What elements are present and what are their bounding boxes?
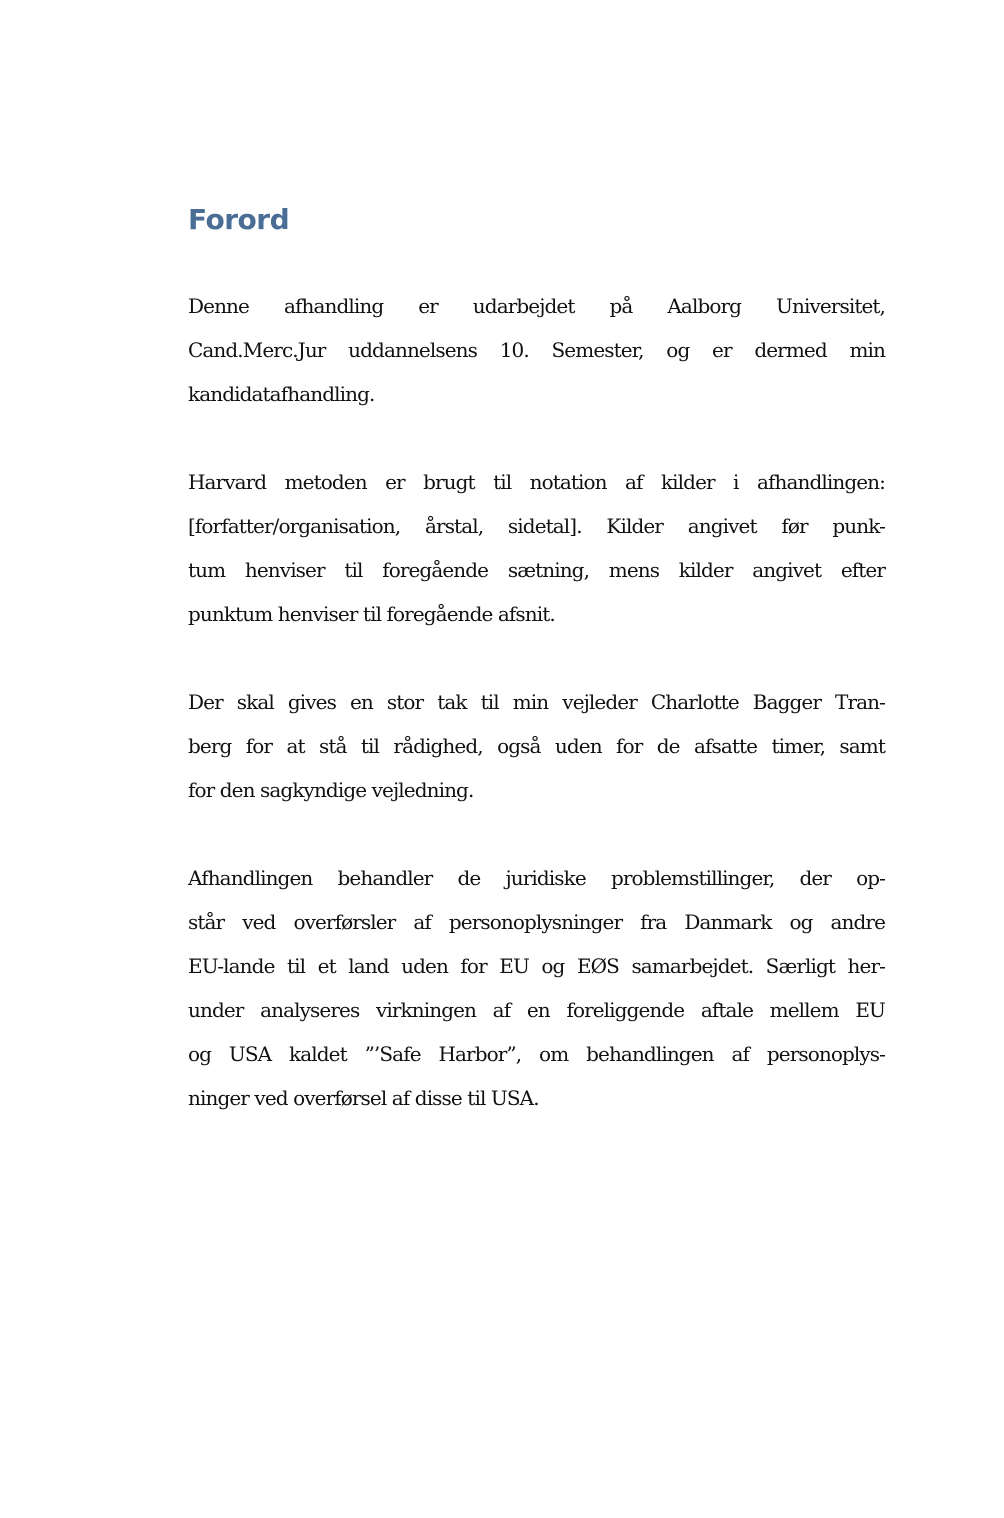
page-title: Forord [188, 203, 290, 236]
paragraph-line: står ved overførsler af personoplysninger fra Danmark og andre [188, 910, 885, 934]
paragraph-line: og USA kaldet ”’Safe Harbor”, om behandlingen af personoplys- [188, 1042, 885, 1066]
paragraph-subject [188, 856, 885, 1120]
paragraph-intro [188, 284, 885, 416]
paragraph-line: Der skal gives en stor tak til min vejleder Charlotte Bagger Tran- [188, 690, 885, 714]
paragraph-line: for den sagkyndige vejledning. [188, 778, 474, 802]
paragraph-line: kandidatafhandling. [188, 382, 375, 406]
paragraph-acknowledgement [188, 680, 885, 812]
paragraph-line: [forfatter/organisation, årstal, sidetal]. Kilder angivet før punk- [188, 514, 885, 538]
document-body [188, 284, 885, 1164]
paragraph-line: under analyseres virkningen af en foreliggende aftale mellem EU [188, 998, 885, 1022]
paragraph-line: Denne afhandling er udarbejdet på Aalborg Universitet, [188, 294, 885, 318]
paragraph-line: ninger ved overførsel af disse til USA. [188, 1086, 539, 1110]
paragraph-line: Harvard metoden er brugt til notation af kilder i afhandlingen: [188, 470, 885, 494]
paragraph-line: Afhandlingen behandler de juridiske problemstillinger, der op- [188, 866, 885, 890]
paragraph-line: punktum henviser til foregående afsnit. [188, 602, 555, 626]
paragraph-line: Cand.Merc.Jur uddannelsens 10. Semester, og er dermed min [188, 338, 885, 362]
paragraph-line: tum henviser til foregående sætning, mens kilder angivet efter [188, 558, 885, 582]
paragraph-line: EU-lande til et land uden for EU og EØS samarbejdet. Særligt her- [188, 954, 885, 978]
paragraph-line: berg for at stå til rådighed, også uden for de afsatte timer, samt [188, 734, 885, 758]
paragraph-citation-method [188, 460, 885, 636]
